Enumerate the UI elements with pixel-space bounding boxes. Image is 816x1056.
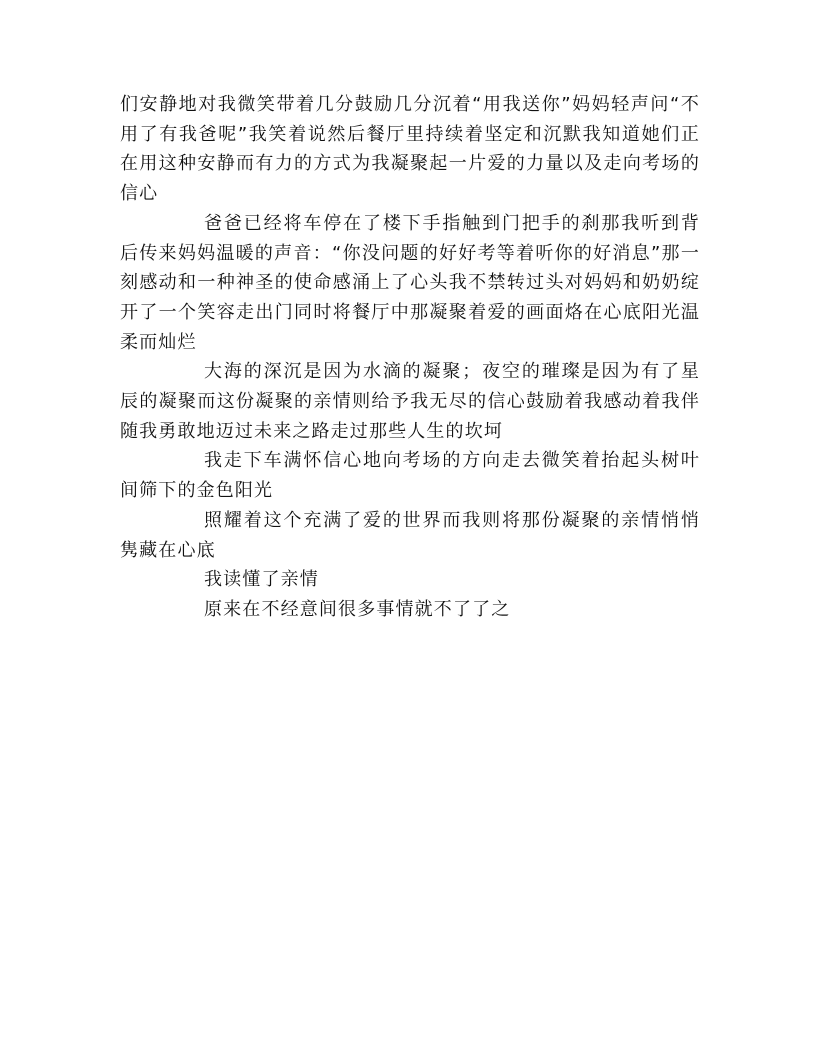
paragraph-closing: 原来在不经意间很多事情就不了了之 xyxy=(204,598,511,620)
paragraph-dad-car: 爸爸已经将车停在了楼下手指触到门把手的刹那我听到背后传来妈妈温暖的声音：“你没问题的好好考等着听你的好消息”那一刻感动和一种神圣的使命感涌上了心头我不禁转过头对妈妈和奶奶绽开了一个笑容走出门同时将餐厅中那凝聚着爱的画面烙在心底阳光温柔而灿烂 xyxy=(120,212,700,353)
paragraph-understood-family: 我读懂了亲情 xyxy=(204,569,319,591)
paragraph-sunlight-world: 照耀着这个充满了爱的世界而我则将那份凝聚的亲情悄悄隽藏在心底 xyxy=(120,509,700,561)
essay-body xyxy=(120,90,700,625)
paragraph-continuation: 们安静地对我微笑带着几分鼓励几分沉着“用我送你”妈妈轻声问“不用了有我爸呢”我笑着说然后餐厅里持续着坚定和沉默我知道她们正在用这种安静而有力的方式为我凝聚起一片爱的力量以及走向考场的信心 xyxy=(120,94,700,205)
paragraph-ocean-stars: 大海的深沉是因为水滴的凝聚；夜空的璀璨是因为有了星辰的凝聚而这份凝聚的亲情则给予我无尽的信心鼓励着我感动着我伴随我勇敢地迈过未来之路走过那些人生的坎坷 xyxy=(120,361,700,442)
paragraph-walk-to-exam: 我走下车满怀信心地向考场的方向走去微笑着抬起头树叶间筛下的金色阳光 xyxy=(120,450,700,502)
